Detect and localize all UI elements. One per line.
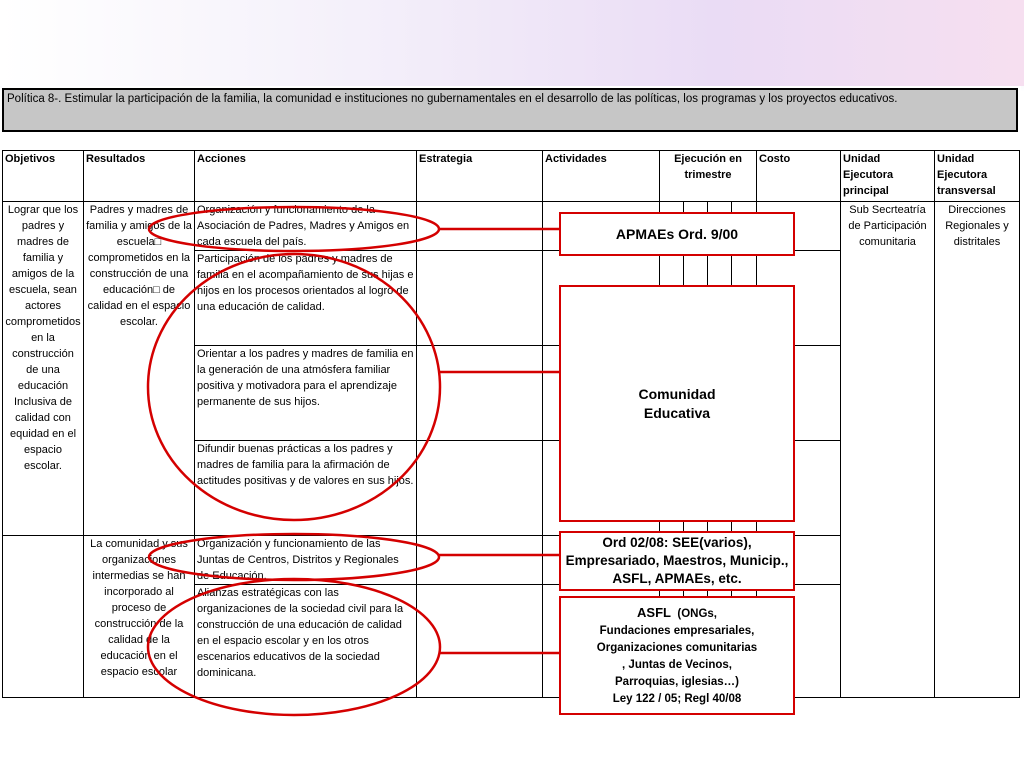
asfl-sub: (ONGs, — [677, 607, 717, 620]
accion-cell-5: Organización y funcionamiento de las Juntas de Centros, Distritos y Regionales de Educación. — [195, 536, 417, 585]
accion-cell-1: Organización y funcionamiento de la Asociación de Padres, Madres y Amigos en cada escuela del país. — [195, 202, 417, 251]
resultado-cell-1: Padres y madres de familia y amigos de la escuela□ comprometidos en la construcción de una educación□ de calidad en el espacio escolar. — [84, 202, 195, 536]
planning-matrix — [2, 150, 1020, 698]
callout-asfl — [559, 596, 795, 715]
accion-cell-3: Orientar a los padres y madres de familia en la generación de una atmósfera familiar positiva y motivadora para el aprendizaje permanente de sus hijos. — [195, 346, 417, 441]
resultado-cell-2: La comunidad y sus organizaciones intermedias se han incorporado al proceso de construcción de la calidad de la educación en el espacio escolar — [84, 536, 195, 698]
slide-header-band — [0, 0, 1024, 86]
asfl-line: Parroquias, iglesias…) — [615, 675, 739, 688]
col-resultados: Resultados — [84, 151, 195, 202]
asfl-line: Organizaciones comunitarias — [596, 641, 758, 654]
accion-cell-6: Alianzas estratégicas con las organizaciones de la sociedad civil para la construcción de una educación de calidad en el espacio escolar y en los otros escenarios educativos de la sociedad dominicana. — [195, 585, 417, 698]
objetivo-empty — [3, 536, 84, 698]
unidad-principal-cell: Sub Secrteatría de Participación comunitaria — [841, 202, 935, 698]
col-unidad-principal: Unidad Ejecutora principal — [841, 151, 935, 202]
callout-ord-02-08: Ord 02/08: SEE(varios), Empresariado, Maestros, Municip., ASFL, APMAEs, etc. — [559, 531, 795, 591]
col-costo: Costo — [757, 151, 841, 202]
callout-apmaes: APMAEs Ord. 9/00 — [559, 212, 795, 256]
col-unidad-transversal: Unidad Ejecutora transversal — [935, 151, 1020, 202]
asfl-line: Fundaciones empresariales, — [599, 624, 755, 637]
policy-statement: Política 8-. Estimular la participación de la familia, la comunidad e instituciones no gubernamentales en el desarrollo de las políticas, los programas y los proyectos educativos. — [2, 88, 1018, 132]
callout-comunidad-educativa: Comunidad Educativa — [559, 285, 795, 522]
asfl-line: Ley 122 / 05; Regl 40/08 — [612, 692, 742, 705]
accion-cell-2: Participación de los padres y madres de familia en el acompañamiento de sus hijas e hijos en los procesos orientados al logro de una educación de calidad. — [195, 251, 417, 346]
col-actividades: Actividades — [543, 151, 660, 202]
header-row — [3, 151, 1020, 202]
col-ejecucion: Ejecución en trimestre — [660, 151, 757, 202]
objetivo-cell: Lograr que los padres y madres de familia y amigos de la escuela, sean actores comprometidos en la construcción de una educación Inclusiva de calidad con equidad en el espacio escolar. — [3, 202, 84, 536]
unidad-transversal-cell: Direcciones Regionales y distritales — [935, 202, 1020, 698]
table-row — [3, 202, 1020, 251]
col-estrategia: Estrategia — [417, 151, 543, 202]
col-acciones: Acciones — [195, 151, 417, 202]
accion-cell-4: Difundir buenas prácticas a los padres y madres de familia para la afirmación de actitudes positivas y de valores en sus hijos. — [195, 441, 417, 536]
asfl-line: , Juntas de Vecinos, — [622, 658, 732, 671]
asfl-title: ASFL — [637, 604, 671, 620]
col-objetivos: Objetivos — [3, 151, 84, 202]
